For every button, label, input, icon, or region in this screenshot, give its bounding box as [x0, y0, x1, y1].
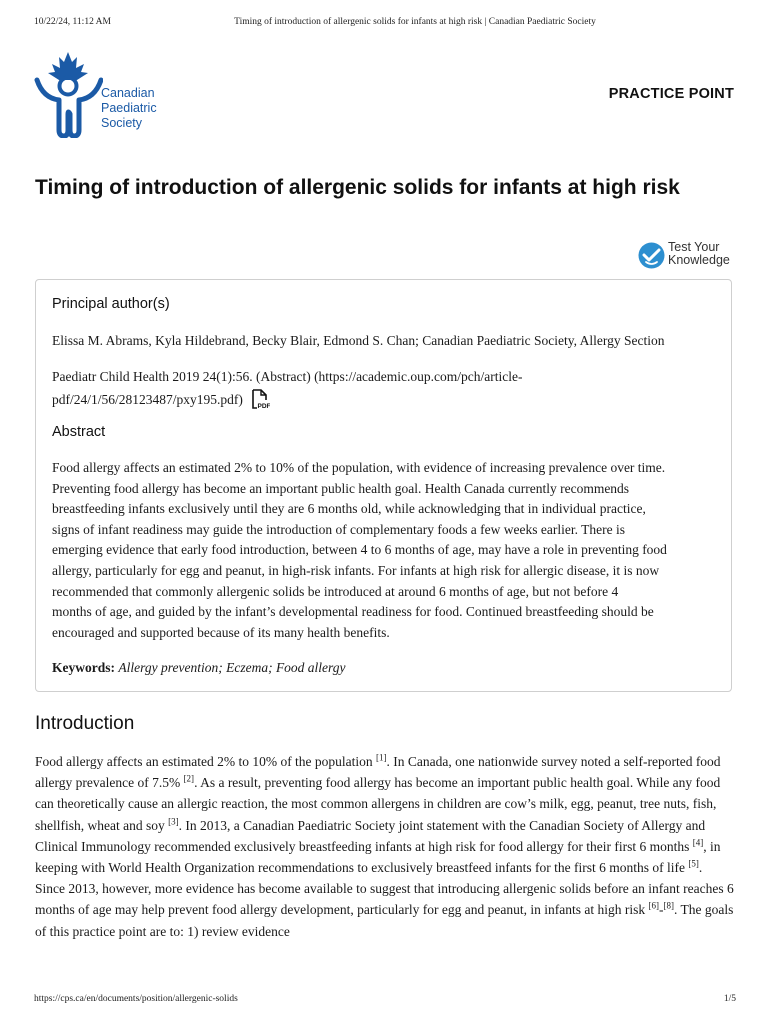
citation-line-2: pdf/24/1/56/28123487/pxy195.pdf) — [52, 391, 243, 407]
svg-text:PDF: PDF — [257, 402, 271, 410]
summary-card — [35, 279, 732, 692]
logo-wordmark: Canadian Paediatric Society — [101, 86, 157, 130]
introduction-heading: Introduction — [35, 713, 135, 734]
reference-link[interactable]: [6] — [648, 900, 659, 911]
abstract-text: Food allergy affects an estimated 2% to 10% of the population, with evidence of increasing prevalence over time. Preventing food allergy has become an important public health goal. Health Canada currently recommends breastfeeding infants exclusively until they are 6 months old, while acknowledging that in individual practice, signs of infant readiness may guide the introduction of complementary foods a few weeks earlier. There is emerging evidence that early food introduction, between 4 to 6 months of age, may have a role in preventing food allergy, particularly for egg and peanut, in high-risk infants. For infants at high risk for allergic disease, it is now recommended that commonly allergenic solids be introduced at around 6 months of age, but not before 4 months of age, and guided by the infant’s developmental readiness for food. Continued breastfeeding should be encouraged and supported because of its many health benefits. — [52, 460, 667, 640]
test-your-knowledge-link[interactable] — [638, 241, 738, 271]
authors-heading: Principal author(s) — [52, 296, 170, 312]
reference-link[interactable]: [5] — [688, 858, 699, 869]
print-page-title: Timing of introduction of allergenic solids for infants at high risk | Canadian Paediatric Society — [234, 17, 596, 27]
cps-maple-child-icon — [33, 50, 103, 138]
citation-line-1: Paediatr Child Health 2019 24(1):56. (Abstract) (https://academic.oup.com/pch/article- — [52, 369, 523, 384]
citation-link[interactable] — [52, 369, 522, 407]
cps-logo[interactable] — [33, 50, 183, 140]
introduction-paragraph: Food allergy affects an estimated 2% to 10% of the population [1]. In Canada, one nationwide survey noted a self-reported food allergy prevalence of 7.5% [2]. As a result, preventing food allergy has become an important public health goal. While any food can theoretically cause an allergic reaction, the most common allergens in children are cow’s milk, egg, peanut, tree nuts, fish, shellfish, wheat and soy [3]. In 2013, a Canadian Paediatric Society joint statement with the Canadian Society of Allergy and Clinical Immunology recommended exclusively breastfeeding infants at high risk for food allergy for their first 6 months [4], in keeping with World Health Organization recommendations to exclusively breastfeed infants for the first 6 months of life [5]. Since 2013, however, more evidence has become available to suggest that introducing allergenic solids before an infant reaches 6 months of age may help prevent food allergy development, particularly for egg and peanut, in infants at high risk [6]-[8]. The goals of this practice point are to: 1) review evidence — [35, 752, 734, 939]
reference-link[interactable]: [3] — [168, 816, 179, 827]
reference-link[interactable]: [2] — [183, 773, 195, 784]
authors-text: Elissa M. Abrams, Kyla Hildebrand, Becky Blair, Edmond S. Chan; Canadian Paediatric Society, Allergy Section — [52, 333, 665, 348]
pdf-file-icon[interactable] — [250, 388, 270, 410]
reference-link[interactable]: [8] — [663, 900, 674, 911]
print-header — [34, 17, 736, 31]
print-datetime: 10/22/24, 11:12 AM — [34, 17, 111, 27]
keywords-label: Keywords: — [52, 660, 115, 675]
citation — [52, 367, 717, 410]
check-badge-icon — [638, 242, 665, 269]
keywords-list: Allergy prevention; Eczema; Food allergy — [118, 660, 346, 675]
keywords — [52, 658, 717, 679]
page-title: Timing of introduction of allergenic solids for infants at high risk — [35, 176, 680, 199]
reference-link[interactable]: [4] — [692, 837, 704, 848]
abstract-heading: Abstract — [52, 424, 106, 440]
reference-link[interactable]: [1] — [376, 752, 387, 763]
page-number: 1/5 — [723, 994, 736, 1004]
test-your-knowledge-label: Test Your Knowledge — [668, 240, 730, 267]
practice-point-label: PRACTICE POINT — [608, 86, 734, 102]
print-url: https://cps.ca/en/documents/position/allergenic-solids — [34, 994, 238, 1004]
print-footer — [34, 994, 736, 1008]
